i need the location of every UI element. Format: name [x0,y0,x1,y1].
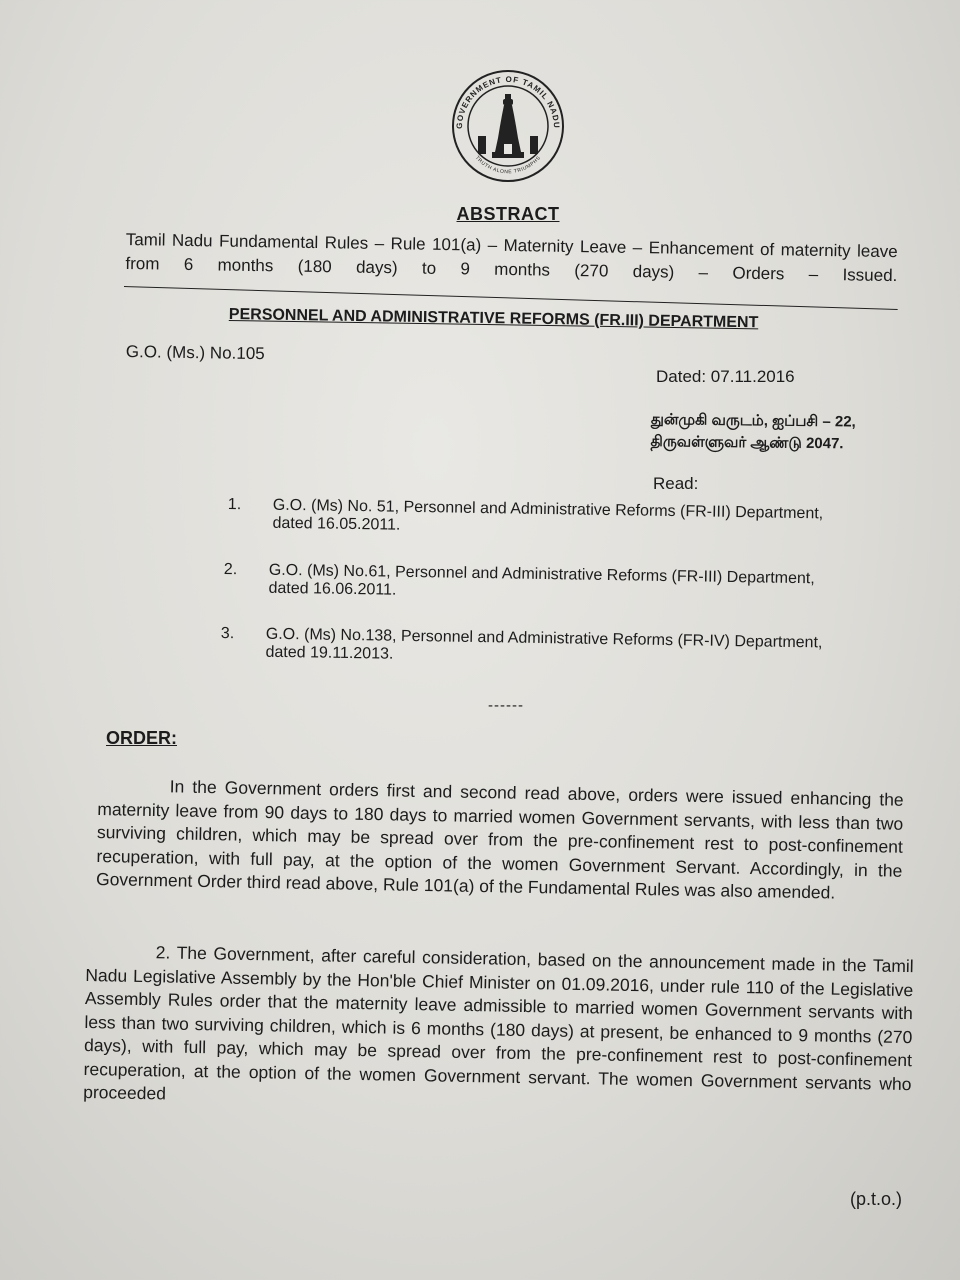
reference-number: 2. [223,561,238,579]
separator: ------ [488,697,524,714]
reference-text: G.O. (Ms) No.138, Personnel and Administrative Reforms (FR-IV) Department, dated 19.11.2013. [265,625,823,663]
emblem-ring-text: GOVERNMENT OF TAMIL NADU [454,74,562,130]
tamil-date-line2: திருவள்ளுவர் ஆண்டு 2047. [650,432,844,453]
reference-item [220,625,841,679]
reference-item [223,561,844,615]
emblem-motto: TRUTH ALONE TRIUMPHS [473,155,543,176]
department-heading: PERSONNEL AND ADMINISTRATIVE REFORMS (FR.III) DEPARTMENT [228,306,759,332]
tamil-date [650,409,855,456]
go-number: G.O. (Ms.) No.105 [125,342,265,364]
tamil-date-line1: துன்முகி வருடம், ஐப்பசி – 22, [650,410,856,431]
reference-number: 1. [227,496,242,514]
reference-number: 3. [220,625,235,643]
tamil-nadu-emblem [448,66,568,186]
reference-text: G.O. (Ms) No. 51, Personnel and Administrative Reforms (FR-III) Department, dated 16.05.2011. [272,496,824,534]
abstract-title: ABSTRACT [456,204,560,224]
order-paragraph-1: In the Government orders first and second read above, orders were issued enhancing the maternity leave from 90 days to 180 days to married women Government servants, with less than two surviving children, which may be spread over from the pre-confinement rest to post-confinement recuperation, with full pay, at the option of the women Government Servant. Accordingly, in the Government Order third read above, Rule 101(a) of the Fundamental Rules was also amended. [95,776,904,903]
date-line: Dated: 07.11.2016 [656,367,795,386]
reference-item [227,496,848,550]
order-paragraph-2: 2. The Government, after careful consideration, based on the announcement made in the Tamil Nadu Legislative Assembly by the Hon'ble Chief Minister on 01.09.2016, under rule 110 of the Legislative Assembly Rules order that the maternity leave admissible to married women Government servants with less than two surviving children, which is 6 months (180 days) at present, be enhanced to 9 months (270 days), with full pay, which may be spread over from the pre-confinement rest to post-confinement recuperation, at the option of the women Government servant. The women Government servants who proceeded [83,942,914,1104]
read-label: Read: [653,474,699,493]
page-turn-over: (p.t.o.) [850,1189,903,1209]
order-heading: ORDER: [106,728,177,748]
subject-text: Tamil Nadu Fundamental Rules – Rule 101(a) – Maternity Leave – Enhancement of maternity leave from 6 months (180 days) to 9 months (270 days) – Orders – Issued. [125,229,898,286]
reference-text: G.O. (Ms) No.61, Personnel and Administrative Reforms (FR-III) Department, dated 16.06.2011. [268,561,815,599]
